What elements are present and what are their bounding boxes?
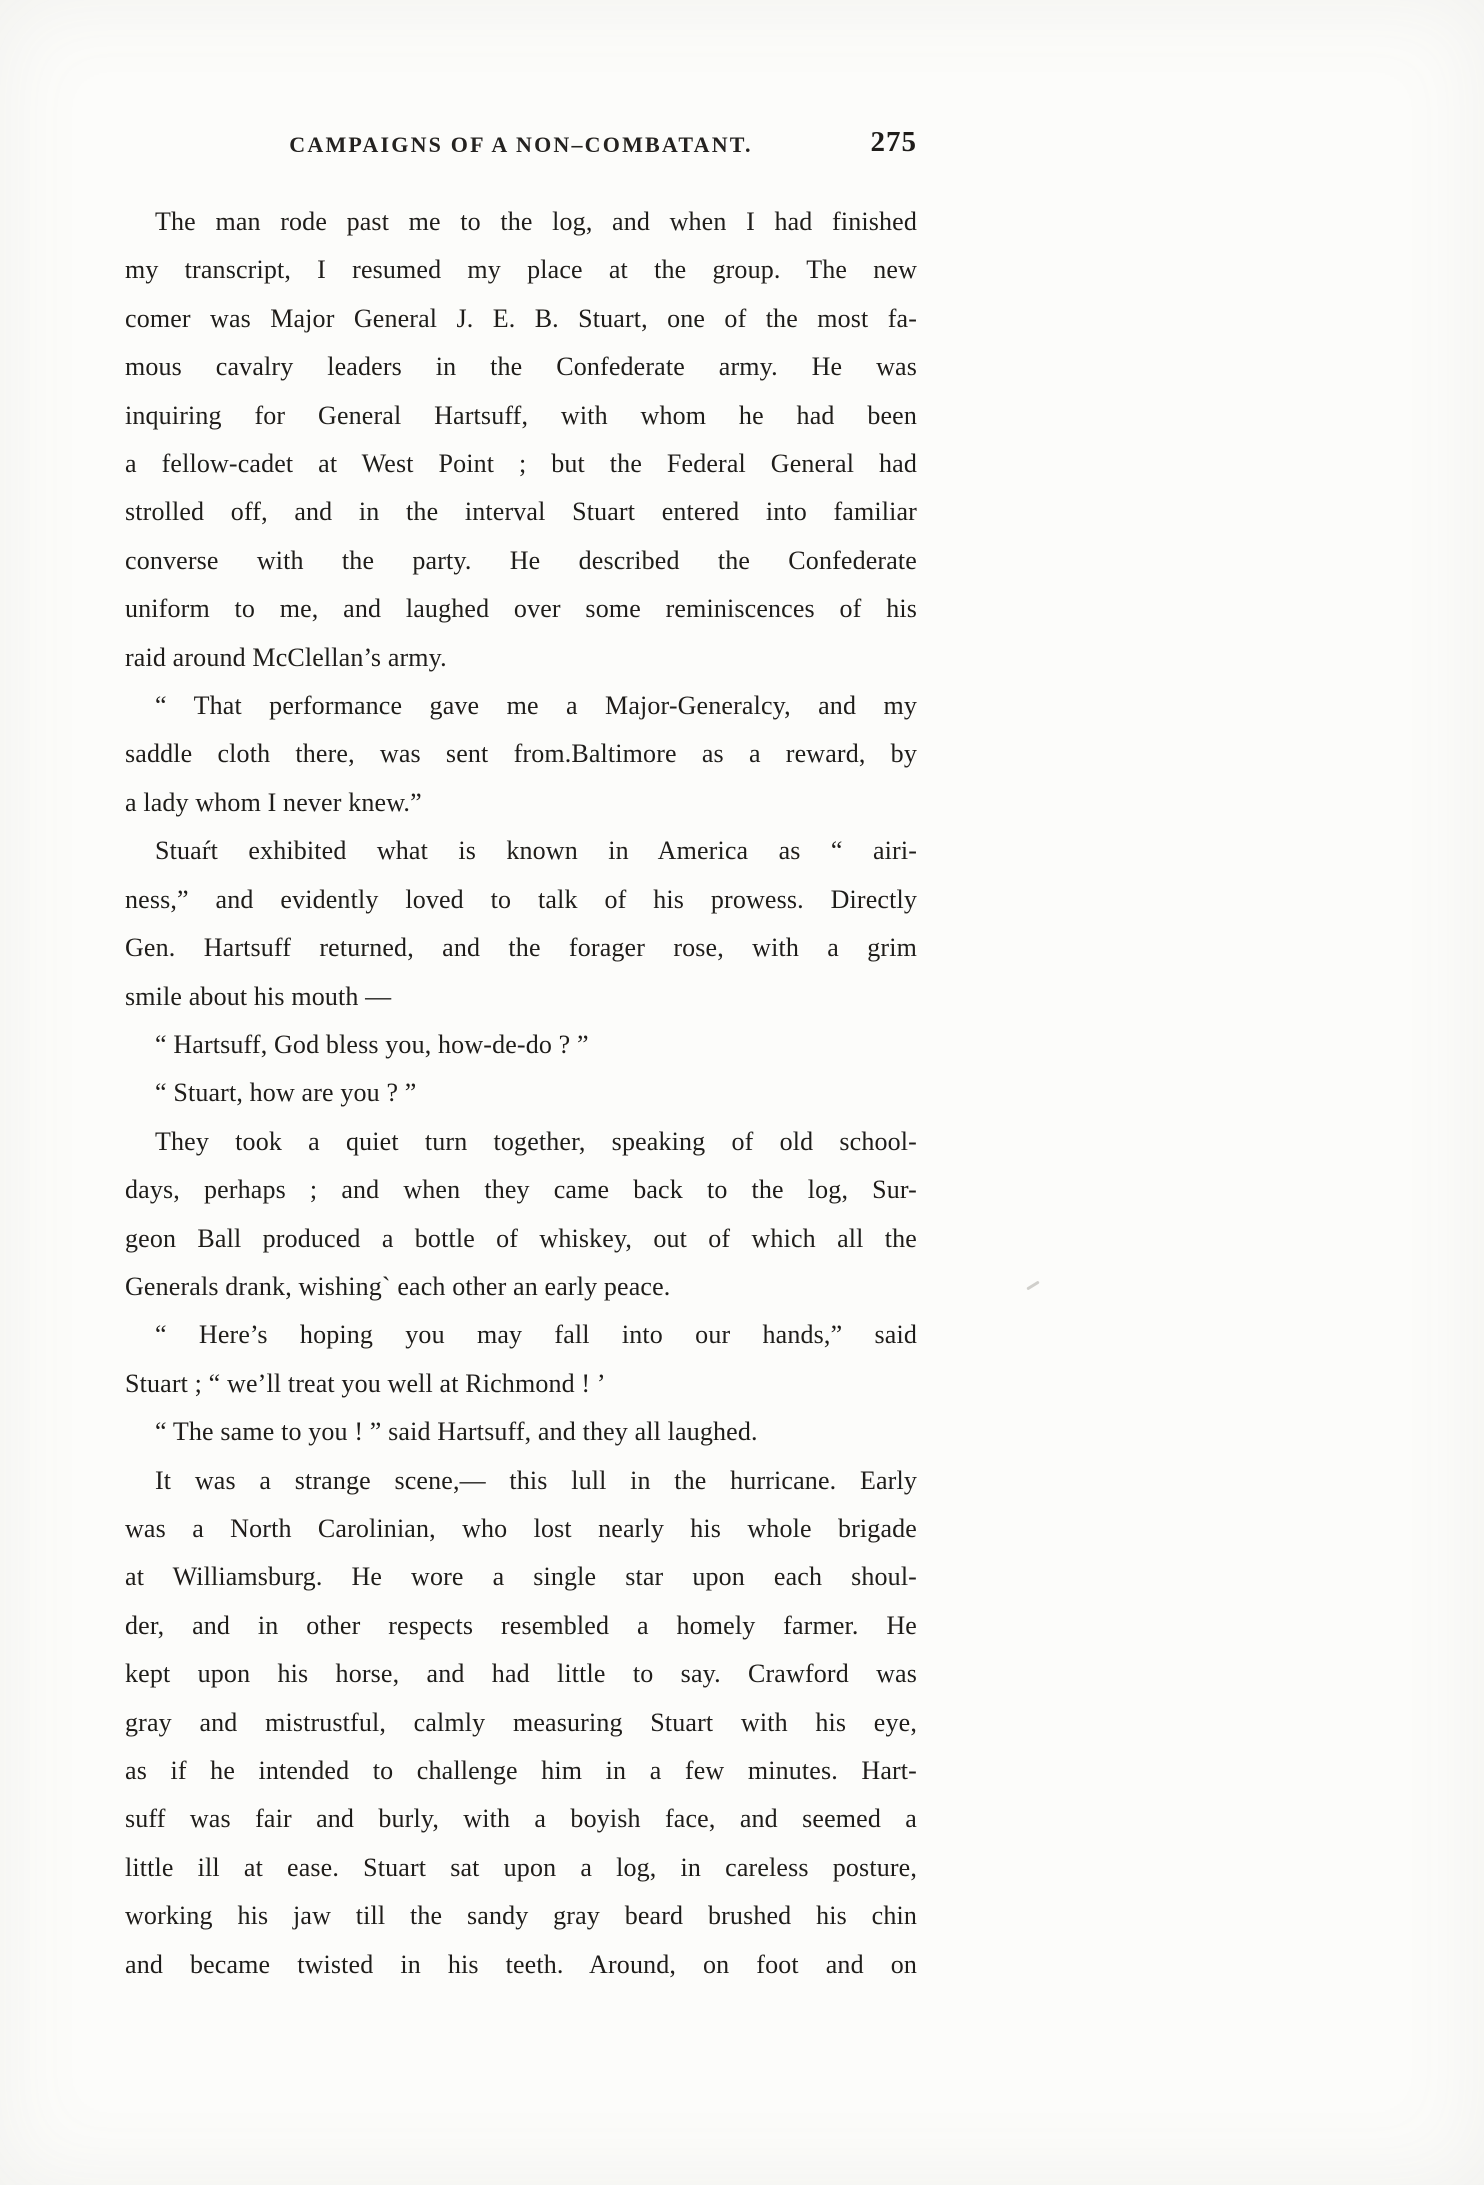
text-line: They took a quiet turn together, speaking of old school- <box>155 1126 917 1156</box>
text-line: suff was fair and burly, with a boyish face, and seemed a <box>125 1804 917 1834</box>
text-line: gray and mistrustful, calmly measuring Stuart with his eye, <box>125 1707 917 1737</box>
text-line: ness,” and evidently loved to talk of his prowess. Directly <box>125 884 917 914</box>
text-line: smile about his mouth — <box>125 981 392 1011</box>
text-line: inquiring for General Hartsuff, with whom he had been <box>125 400 917 430</box>
paragraph <box>125 1408 917 1456</box>
text-line: strolled off, and in the interval Stuart entered into familiar <box>125 497 917 527</box>
paragraph <box>125 1118 917 1312</box>
text-line: mous cavalry leaders in the Confederate army. He was <box>125 352 917 382</box>
text-line: comer was Major General J. E. B. Stuart, one of the most fa- <box>125 303 917 333</box>
scan-artifact <box>1026 1281 1039 1291</box>
text-line: Stuart ; “ we’ll treat you well at Richmond ! ’ <box>125 1368 606 1398</box>
text-line: converse with the party. He described the Confederate <box>125 545 917 575</box>
text-line: little ill at ease. Stuart sat upon a log, in careless posture, <box>125 1852 917 1882</box>
text-line: was a North Carolinian, who lost nearly his whole brigade <box>125 1513 917 1543</box>
text-line: “ The same to you ! ” said Hartsuff, and they all laughed. <box>155 1417 758 1447</box>
text-line: working his jaw till the sandy gray beard brushed his chin <box>125 1901 917 1931</box>
page-header <box>125 126 917 162</box>
text-line: Stuaŕt exhibited what is known in America as “ airi- <box>155 836 917 866</box>
paragraph <box>125 1457 917 1989</box>
text-line: “ Stuart, how are you ? ” <box>155 1078 417 1108</box>
text-line: a lady whom I never knew.” <box>125 787 422 817</box>
page-number: 275 <box>870 126 917 158</box>
text-block <box>125 126 917 1989</box>
text-line: raid around McClellan’s army. <box>125 642 447 672</box>
page-body <box>125 198 917 1989</box>
text-line: The man rode past me to the log, and when I had finished <box>155 207 917 236</box>
paragraph <box>125 682 917 827</box>
text-line: Generals drank, wishing` each other an early peace. <box>125 1271 671 1301</box>
text-line: geon Ball produced a bottle of whiskey, out of which all the <box>125 1223 917 1253</box>
text-line: my transcript, I resumed my place at the group. The new <box>125 255 917 285</box>
text-line: Gen. Hartsuff returned, and the forager rose, with a grim <box>125 933 917 963</box>
text-line: saddle cloth there, was sent from.Baltimore as a reward, by <box>125 739 917 769</box>
text-line: uniform to me, and laughed over some reminiscences of his <box>125 594 917 624</box>
text-line: a fellow-cadet at West Point ; but the Federal General had <box>125 449 917 479</box>
text-line: “ Here’s hoping you may fall into our hands,” said <box>155 1320 917 1350</box>
text-line: and became twisted in his teeth. Around, on foot and on <box>125 1949 917 1979</box>
text-line: days, perhaps ; and when they came back to the log, Sur- <box>125 1175 917 1205</box>
running-head-title: CAMPAIGNS OF A NON–COMBATANT. <box>289 132 753 157</box>
text-line: as if he intended to challenge him in a few minutes. Hart- <box>125 1756 917 1785</box>
paragraph <box>125 1069 917 1117</box>
paragraph <box>125 198 917 682</box>
text-line: It was a strange scene,— this lull in the hurricane. Early <box>155 1465 917 1495</box>
text-line: “ Hartsuff, God bless you, how-de-do ? ” <box>155 1029 589 1059</box>
text-line: der, and in other respects resembled a homely farmer. He <box>125 1610 917 1640</box>
text-line: “ That performance gave me a Major-Generalcy, and my <box>155 691 917 721</box>
text-line: at Williamsburg. He wore a single star upon each shoul- <box>125 1562 917 1592</box>
paragraph <box>125 827 917 1021</box>
text-line: kept upon his horse, and had little to say. Crawford was <box>125 1659 917 1689</box>
paragraph <box>125 1021 917 1069</box>
paragraph <box>125 1311 917 1408</box>
